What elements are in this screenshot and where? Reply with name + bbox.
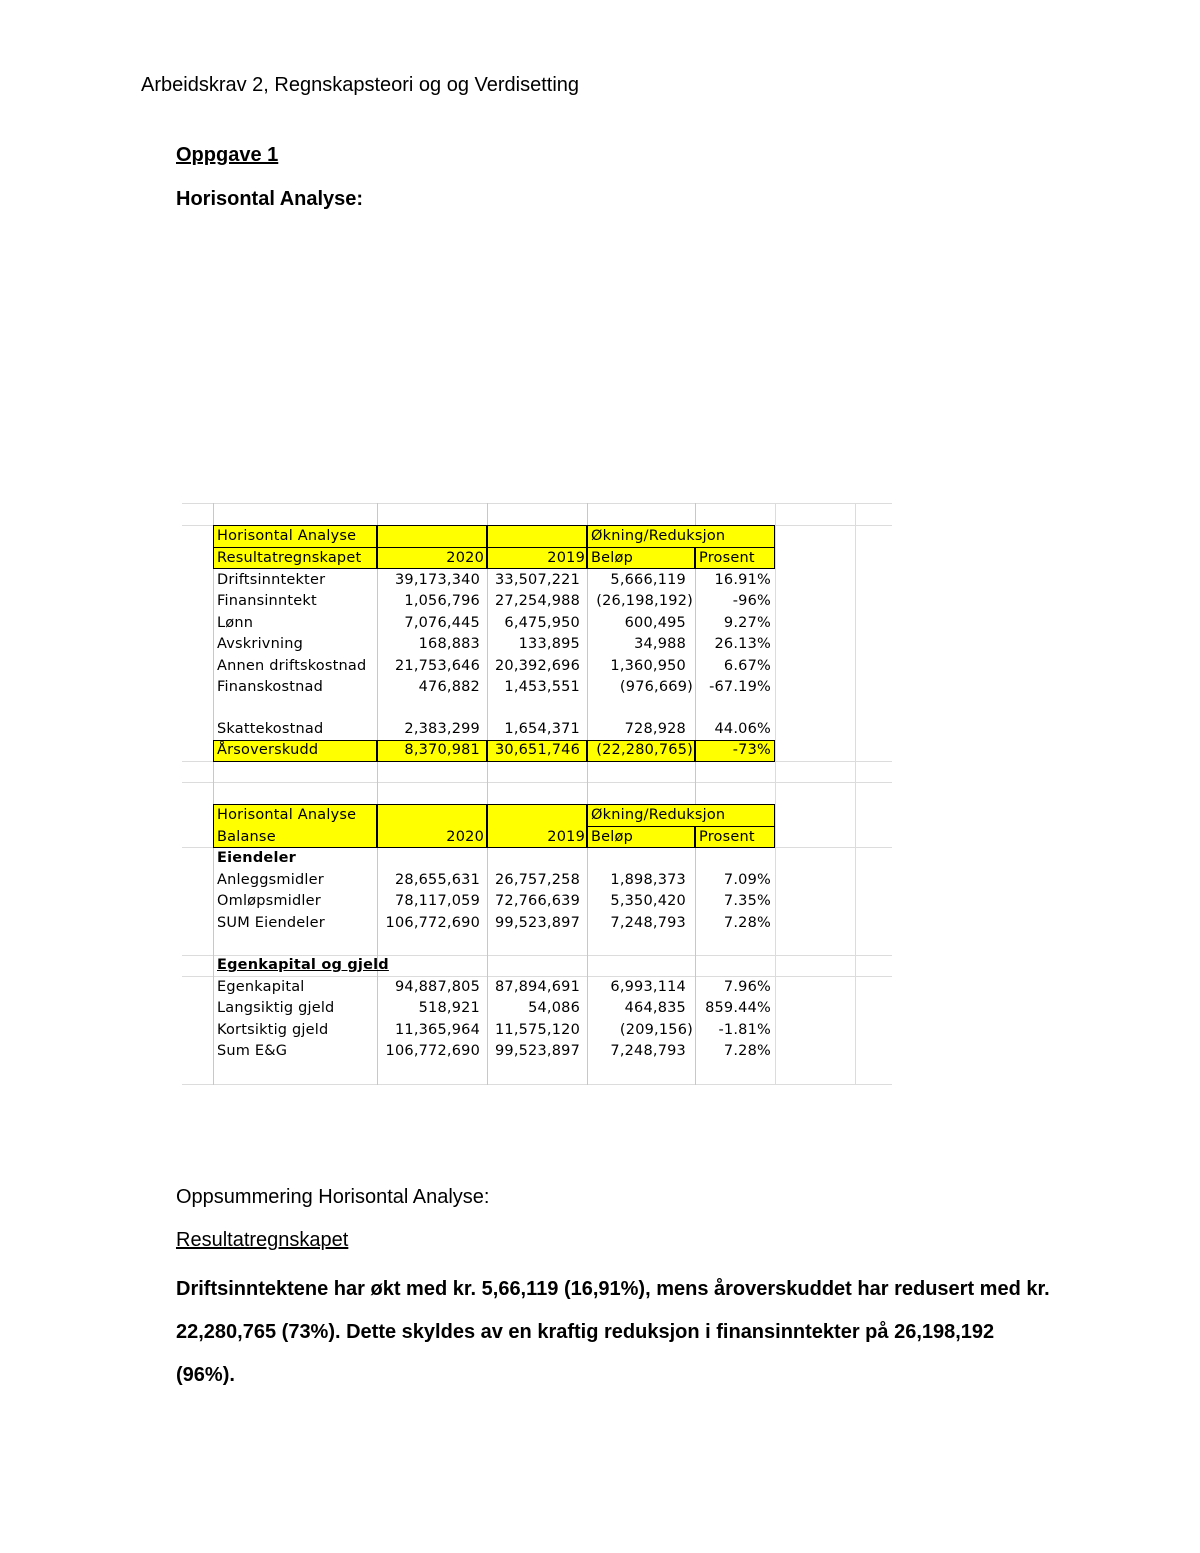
value-2019: 87,894,691	[494, 979, 580, 995]
value-percent: 44.06%	[714, 721, 771, 737]
value-2019: 99,523,897	[494, 1043, 580, 1059]
value-percent: -1.81%	[718, 1022, 771, 1038]
document-header: Arbeidskrav 2, Regnskapsteori og og Verdisetting	[141, 74, 580, 96]
assets-heading: Eiendeler	[217, 850, 297, 866]
value-2019: 33,507,221	[494, 572, 580, 588]
value-percent: 6.67%	[723, 658, 771, 674]
value-2019: 1,654,371	[504, 721, 580, 737]
row-label: Årsoverskudd	[217, 742, 319, 758]
value-percent: -67.19%	[709, 679, 771, 695]
value-percent: 7.09%	[723, 872, 771, 888]
value-amount: 1,360,950	[610, 658, 686, 674]
value-percent: -73%	[732, 742, 771, 758]
value-percent: 26.13%	[714, 636, 771, 652]
value-2019: 6,475,950	[504, 615, 580, 631]
value-amount: 5,350,420	[610, 893, 686, 909]
value-amount: 1,898,373	[610, 872, 686, 888]
value-percent: 7.96%	[723, 979, 771, 995]
result-table-title: Horisontal Analyse	[217, 528, 357, 544]
value-percent: 9.27%	[723, 615, 771, 631]
value-amount: 600,495	[624, 615, 686, 631]
equity-heading: Egenkapital og gjeld	[217, 957, 389, 973]
value-2019: 72,766,639	[494, 893, 580, 909]
row-label: Egenkapital	[217, 979, 305, 995]
value-2020: 21,753,646	[394, 658, 480, 674]
row-label: SUM Eiendeler	[217, 915, 325, 931]
value-2020: 518,921	[418, 1000, 480, 1016]
result-col-amount: Beløp	[591, 550, 633, 566]
balance-col-2019: 2019	[547, 829, 585, 845]
value-percent: 16.91%	[714, 572, 771, 588]
value-2020: 106,772,690	[385, 915, 480, 931]
result-change-header: Økning/Reduksjon	[591, 528, 726, 544]
value-percent: 7.28%	[723, 1043, 771, 1059]
row-label: Kortsiktig gjeld	[217, 1022, 329, 1038]
value-2020: 7,076,445	[404, 615, 480, 631]
balance-table-subtitle: Balanse	[217, 829, 276, 845]
value-amount: (22,280,765)	[596, 742, 693, 758]
value-percent: 7.35%	[723, 893, 771, 909]
value-amount: (976,669)	[619, 679, 693, 695]
value-2020: 28,655,631	[394, 872, 480, 888]
value-amount: 7,248,793	[610, 1043, 686, 1059]
result-col-2020: 2020	[446, 550, 484, 566]
value-2020: 8,370,981	[404, 742, 480, 758]
value-amount: (26,198,192)	[596, 593, 693, 609]
value-2019: 99,523,897	[494, 915, 580, 931]
value-amount: 5,666,119	[610, 572, 686, 588]
balance-col-amount: Beløp	[591, 829, 633, 845]
value-2020: 2,383,299	[404, 721, 480, 737]
result-col-percent: Prosent	[699, 550, 755, 566]
result-col-2019: 2019	[547, 550, 585, 566]
task-title: Oppgave 1	[176, 144, 279, 166]
value-2019: 20,392,696	[494, 658, 580, 674]
spreadsheet-image	[182, 503, 892, 1085]
value-2020: 1,056,796	[404, 593, 480, 609]
result-table-subtitle: Resultatregnskapet	[217, 550, 362, 566]
value-amount: 6,993,114	[610, 979, 686, 995]
summary-subtitle: Resultatregnskapet	[176, 1229, 349, 1251]
value-2019: 30,651,746	[494, 742, 580, 758]
value-amount: (209,156)	[619, 1022, 693, 1038]
balance-change-header: Økning/Reduksjon	[591, 807, 726, 823]
value-2020: 39,173,340	[394, 572, 480, 588]
row-label: Skattekostnad	[217, 721, 324, 737]
value-2019: 26,757,258	[494, 872, 580, 888]
row-label: Langsiktig gjeld	[217, 1000, 335, 1016]
row-label: Lønn	[217, 615, 254, 631]
row-label: Anleggsmidler	[217, 872, 324, 888]
value-percent: 7.28%	[723, 915, 771, 931]
row-label: Annen driftskostnad	[217, 658, 367, 674]
row-label: Avskrivning	[217, 636, 303, 652]
value-2019: 1,453,551	[504, 679, 580, 695]
value-2019: 54,086	[528, 1000, 580, 1016]
value-2020: 78,117,059	[394, 893, 480, 909]
value-2020: 168,883	[418, 636, 480, 652]
value-amount: 34,988	[634, 636, 686, 652]
value-amount: 464,835	[624, 1000, 686, 1016]
value-percent: -96%	[732, 593, 771, 609]
value-2019: 27,254,988	[494, 593, 580, 609]
value-2020: 11,365,964	[394, 1022, 480, 1038]
row-label: Finansinntekt	[217, 593, 317, 609]
balance-table-title: Horisontal Analyse	[217, 807, 357, 823]
value-percent: 859.44%	[705, 1000, 771, 1016]
balance-col-2020: 2020	[446, 829, 484, 845]
row-label: Sum E&G	[217, 1043, 288, 1059]
value-2019: 11,575,120	[494, 1022, 580, 1038]
summary-paragraph: Driftsinntektene har økt med kr. 5,66,119 (16,91%), mens åroverskuddet har redusert med kr. 22,280,765 (73%). Dette skyldes av en kraftig reduksjon i finansinntekter på 26,198,192 (96%).	[176, 1278, 1050, 1386]
balance-col-percent: Prosent	[699, 829, 755, 845]
value-2020: 94,887,805	[394, 979, 480, 995]
value-2020: 106,772,690	[385, 1043, 480, 1059]
value-2020: 476,882	[418, 679, 480, 695]
value-2019: 133,895	[518, 636, 580, 652]
summary-title: Oppsummering Horisontal Analyse:	[176, 1186, 490, 1208]
value-amount: 728,928	[624, 721, 686, 737]
section-title: Horisontal Analyse:	[176, 188, 364, 210]
row-label: Omløpsmidler	[217, 893, 321, 909]
value-amount: 7,248,793	[610, 915, 686, 931]
row-label: Driftsinntekter	[217, 572, 326, 588]
row-label: Finanskostnad	[217, 679, 324, 695]
